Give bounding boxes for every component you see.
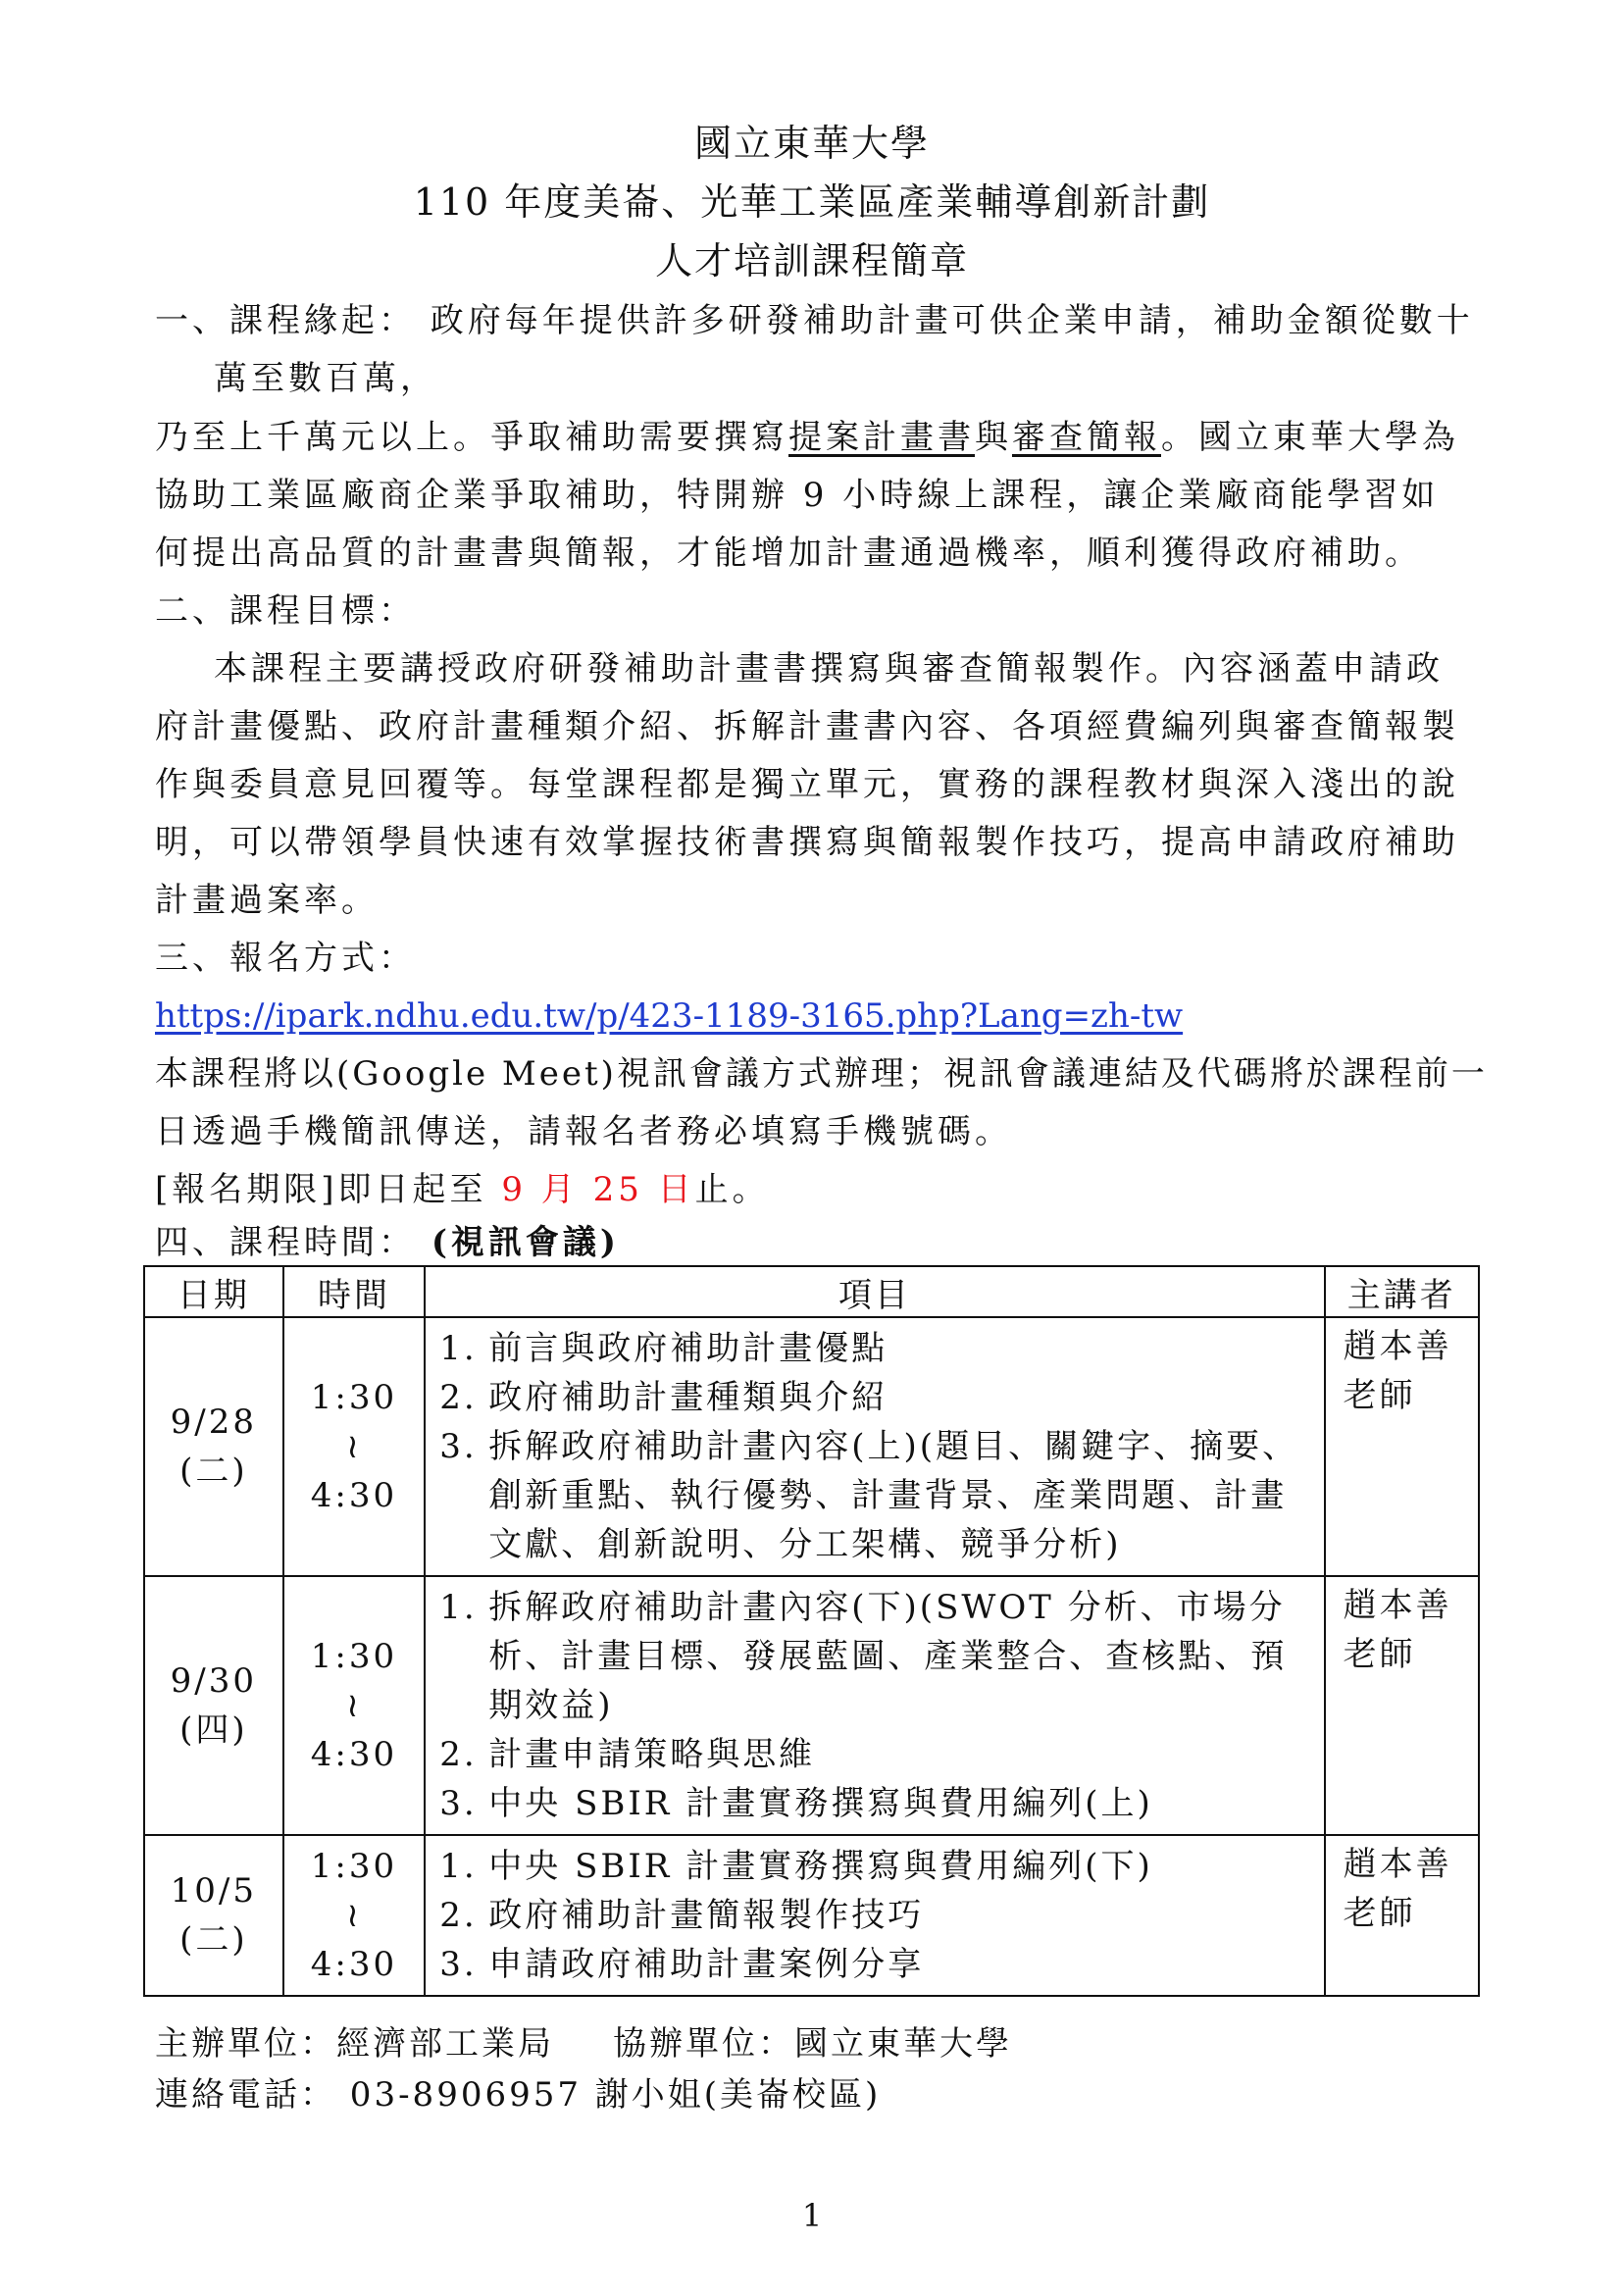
items-cell (425, 1835, 1324, 1996)
time-cell (283, 1835, 426, 1996)
date-cell (144, 1317, 283, 1576)
list-item (439, 1324, 1313, 1373)
section2-line: 明，可以帶領學員快速有效掌握技術書撰寫與簡報製作技巧，提高申請政府補助 (155, 823, 1459, 862)
weekday: (二) (179, 1920, 248, 1960)
time-end: 4:30 (310, 1476, 398, 1515)
table-row (144, 1835, 1479, 1996)
item-number: 1. (439, 1847, 478, 1886)
speaker-cell (1325, 1317, 1479, 1576)
date-cell (144, 1576, 283, 1835)
section3-line2: 日透過手機簡訊傳送，請報名者務必填寫手機號碼。 (155, 1112, 1012, 1151)
section4-heading: 四、課程時間： (155, 1223, 416, 1262)
col-header-time: 時間 (283, 1266, 426, 1317)
list-item (439, 1583, 1313, 1730)
time-separator: ≀ (346, 1686, 362, 1725)
item-number: 2. (439, 1896, 478, 1935)
list-item (439, 1842, 1313, 1891)
item-text: 申請政府補助計畫案例分享 (488, 1945, 925, 1984)
doc-title-university: 國立東華大學 (693, 122, 930, 165)
time-start: 1:30 (310, 1637, 398, 1676)
col-header-items: 項目 (425, 1266, 1324, 1317)
section1-text-e: 何提出高品質的計畫書與簡報，才能增加計畫通過機率，順利獲得政府補助。 (155, 534, 1422, 573)
item-text: 拆解政府補助計畫內容(上)(題目、關鍵字、摘要、創新重點、執行優勢、計畫背景、產業問題、計畫文獻、創新說明、分工架構、競爭分析) (488, 1427, 1299, 1564)
list-item (439, 1940, 1313, 1989)
section3-line1: 本課程將以(Google Meet)視訊會議方式辦理；視訊會議連結及代碼將於課程前一 (155, 1054, 1488, 1094)
registration-link-row (155, 994, 1183, 1038)
section1-line1 (155, 299, 1474, 342)
time-cell (283, 1576, 426, 1835)
section2-line: 府計畫優點、政府計畫種類介紹、拆解計畫書內容、各項經費編列與審查簡報製 (155, 707, 1459, 746)
speaker-title: 老師 (1343, 1376, 1416, 1415)
section1-text-d: 協助工業區廠商企業爭取補助，特開辦 9 小時線上課程，讓企業廠商能學習如 (155, 476, 1440, 515)
item-text: 拆解政府補助計畫內容(下)(SWOT 分析、市場分析、計畫目標、發展藍圖、產業整合、查核點、預期效益) (488, 1588, 1288, 1725)
item-text: 計畫申請策略與思維 (488, 1735, 816, 1774)
section2-line: 本課程主要講授政府研發補助計畫書撰寫與審查簡報製作。內容涵蓋申請政 (214, 649, 1444, 688)
col-header-date: 日期 (144, 1266, 283, 1317)
weekday: (二) (179, 1452, 248, 1491)
date-cell (144, 1835, 283, 1996)
speaker-name: 趙本善 (1343, 1327, 1452, 1366)
section1-text-c-mid: 與 (975, 418, 1012, 457)
items-cell (425, 1576, 1324, 1835)
date: 10/5 (170, 1871, 257, 1911)
contact-phone: 連絡電話： 03-8906957 謝小姐(美崙校區) (155, 2075, 882, 2115)
item-number: 3. (439, 1427, 478, 1466)
section3-heading: 三、報名方式： (155, 939, 416, 978)
section2-heading: 二、課程目標： (155, 591, 416, 631)
doc-title-program: 110 年度美崙、光華工業區產業輔導創新計劃 (413, 180, 1211, 224)
col-header-speaker: 主講者 (1325, 1266, 1479, 1317)
list-item (439, 1422, 1313, 1569)
list-item (439, 1730, 1313, 1779)
list-item (439, 1779, 1313, 1828)
item-text: 前言與政府補助計畫優點 (488, 1329, 888, 1368)
speaker-cell (1325, 1576, 1479, 1835)
section1-text-a: 政府每年提供許多研發補助計畫可供企業申請，補助金額從數十 (416, 301, 1474, 340)
section2-line: 作與委員意見回覆等。每堂課程都是獨立單元，實務的課程教材與深入淺出的說 (155, 765, 1459, 804)
table-row (144, 1317, 1479, 1576)
item-text: 政府補助計畫簡報製作技巧 (488, 1896, 925, 1935)
deadline-suffix: 止。 (694, 1170, 770, 1209)
deadline-date: 9 月 25 日 (501, 1170, 695, 1209)
speaker-cell (1325, 1835, 1479, 1996)
section4-heading-row (155, 1221, 620, 1264)
time-end: 4:30 (310, 1735, 398, 1774)
section1-text-c-post: 。國立東華大學為 (1161, 418, 1459, 457)
speaker-name: 趙本善 (1343, 1845, 1452, 1884)
speaker-title: 老師 (1343, 1894, 1416, 1933)
item-text: 中央 SBIR 計畫實務撰寫與費用編列(上) (488, 1784, 1153, 1823)
co-organizer: 協辦單位：國立東華大學 (613, 2024, 1012, 2064)
time-start: 1:30 (310, 1378, 398, 1417)
section1-line3 (155, 416, 1459, 459)
item-text: 政府補助計畫種類與介紹 (488, 1378, 888, 1417)
registration-link[interactable]: https://ipark.ndhu.edu.tw/p/423-1189-3165.php?Lang=zh-tw (155, 996, 1184, 1036)
proposal-underline: 提案計畫書 (788, 418, 975, 457)
review-underline: 審查簡報 (1012, 418, 1161, 457)
list-item (439, 1891, 1313, 1940)
registration-deadline (155, 1168, 770, 1211)
item-number: 3. (439, 1784, 478, 1823)
speaker-title: 老師 (1343, 1635, 1416, 1674)
date: 9/28 (170, 1402, 257, 1442)
section4-mode: (視訊會議) (416, 1223, 621, 1262)
speaker-name: 趙本善 (1343, 1586, 1452, 1625)
section1-text-c-pre: 乃至上千萬元以上。爭取補助需要撰寫 (155, 418, 788, 457)
item-number: 1. (439, 1588, 478, 1627)
list-item (439, 1373, 1313, 1422)
time-start: 1:30 (310, 1847, 398, 1886)
section1-text-b: 萬至數百萬， (214, 359, 437, 398)
section2-line: 計畫過案率。 (155, 881, 379, 920)
time-cell (283, 1317, 426, 1576)
item-number: 1. (439, 1329, 478, 1368)
date: 9/30 (170, 1661, 257, 1701)
time-separator: ≀ (346, 1896, 362, 1935)
item-text: 中央 SBIR 計畫實務撰寫與費用編列(下) (488, 1847, 1153, 1886)
organizer: 主辦單位：經濟部工業局 (155, 2024, 554, 2064)
item-number: 2. (439, 1735, 478, 1774)
weekday: (四) (179, 1710, 248, 1750)
course-schedule-table (143, 1265, 1480, 1997)
item-number: 3. (439, 1945, 478, 1984)
deadline-prefix: [報名期限]即日起至 (155, 1170, 502, 1209)
items-cell (425, 1317, 1324, 1576)
table-header-row (144, 1266, 1479, 1317)
time-end: 4:30 (310, 1945, 398, 1984)
organizer-row (155, 2022, 1012, 2065)
item-number: 2. (439, 1378, 478, 1417)
section1-heading: 一、課程緣起： (155, 301, 416, 340)
table-row (144, 1576, 1479, 1835)
time-separator: ≀ (346, 1427, 362, 1466)
doc-title-brochure: 人才培訓課程簡章 (654, 239, 969, 282)
page-number: 1 (801, 2197, 823, 2234)
